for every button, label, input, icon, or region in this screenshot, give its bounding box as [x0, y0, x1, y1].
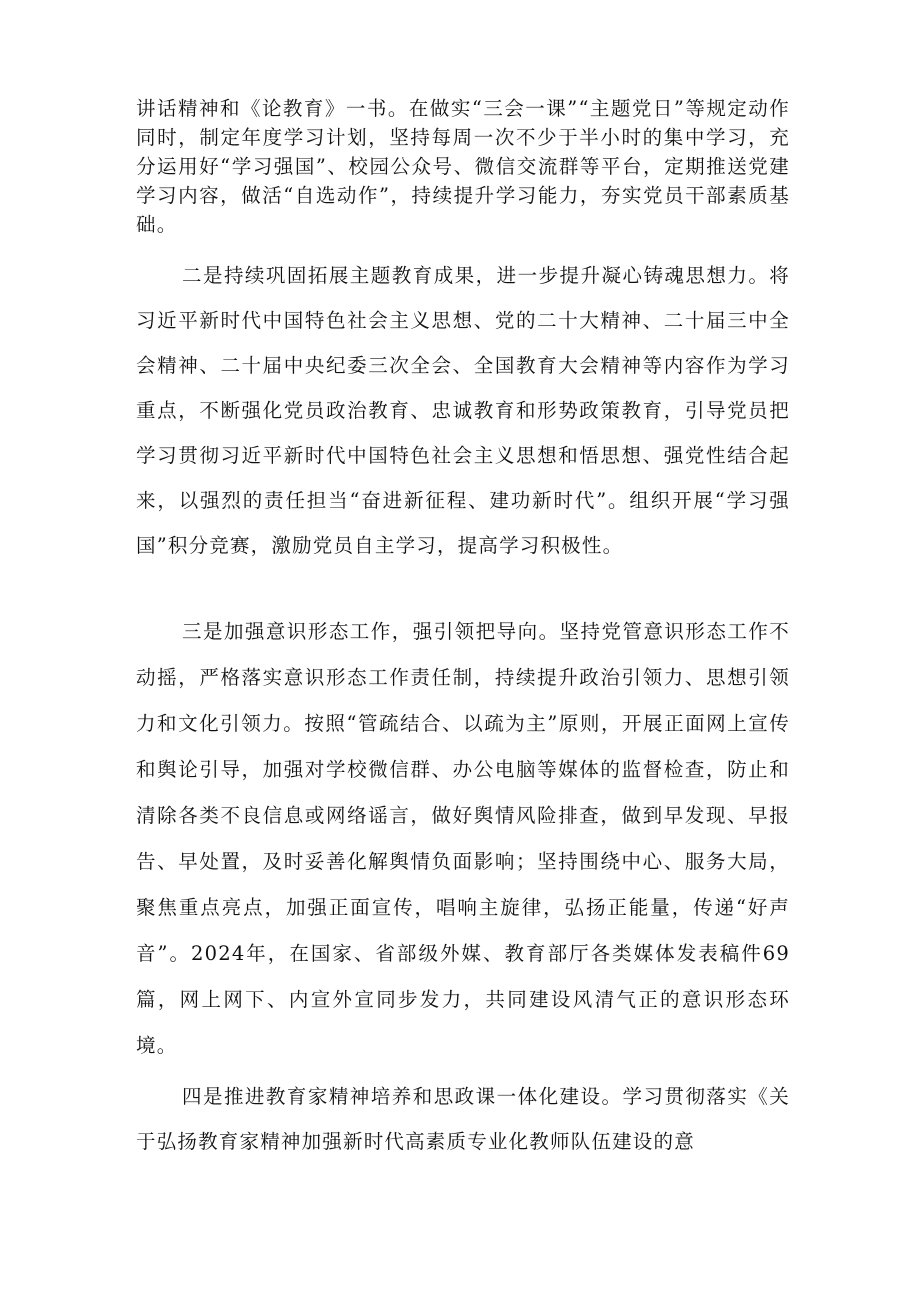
paragraph-educator-spirit: 四是推进教育家精神培养和思政课一体化建设。学习贯彻落实《关于弘扬教育家精神加强新时代高素质专业化教师队伍建设的意: [136, 1085, 790, 1153]
paragraph-study-plan: 讲话精神和《论教育》一书。在做实“三会一课”“主题党日”等规定动作同时，制定年度学习计划，坚持每周一次不少于半小时的集中学习，充分运用好“学习强国”、校园公众号、微信交流群等平台，定期推送党建学习内容，做活“自选动作”，持续提升学习能力，夯实党员干部素质基础。: [136, 97, 790, 236]
paragraph-theme-education: 二是持续巩固拓展主题教育成果，进一步提升凝心铸魂思想力。将习近平新时代中国特色社会主义思想、党的二十大精神、二十届三中全会精神、二十届中央纪委三次全会、全国教育大会精神等内容作为学习重点，不断强化党员政治教育、忠诚教育和形势政策教育，引导党员把学习贯彻习近平新时代中国特色社会主义思想和悟思想、强党性结合起来，以强烈的责任担当“奋进新征程、建功新时代”。组织开展“学习强国”积分竞赛，激励党员自主学习，提高学习积极性。: [136, 264, 790, 557]
paragraph-ideology-work: 三是加强意识形态工作，强引领把导向。坚持党管意识形态工作不动摇，严格落实意识形态工作责任制，持续提升政治引领力、思想引领力和文化引领力。按照“管疏结合、以疏为主”原则，开展正面网上宣传和舆论引导，加强对学校微信群、办公电脑等媒体的监督检查，防止和清除各类不良信息或网络谣言，做好舆情风险排查，做到早发现、早报告、早处置，及时妥善化解舆情负面影响；坚持围绕中心、服务大局，聚焦重点亮点，加强正面宣传，唱响主旋律，弘扬正能量，传递“好声音”。2024年，在国家、省部级外媒、教育部厅各类媒体发表稿件69篇，网上网下、内宣外宣同步发力，共同建设风清气正的意识形态环境。: [136, 620, 790, 1057]
